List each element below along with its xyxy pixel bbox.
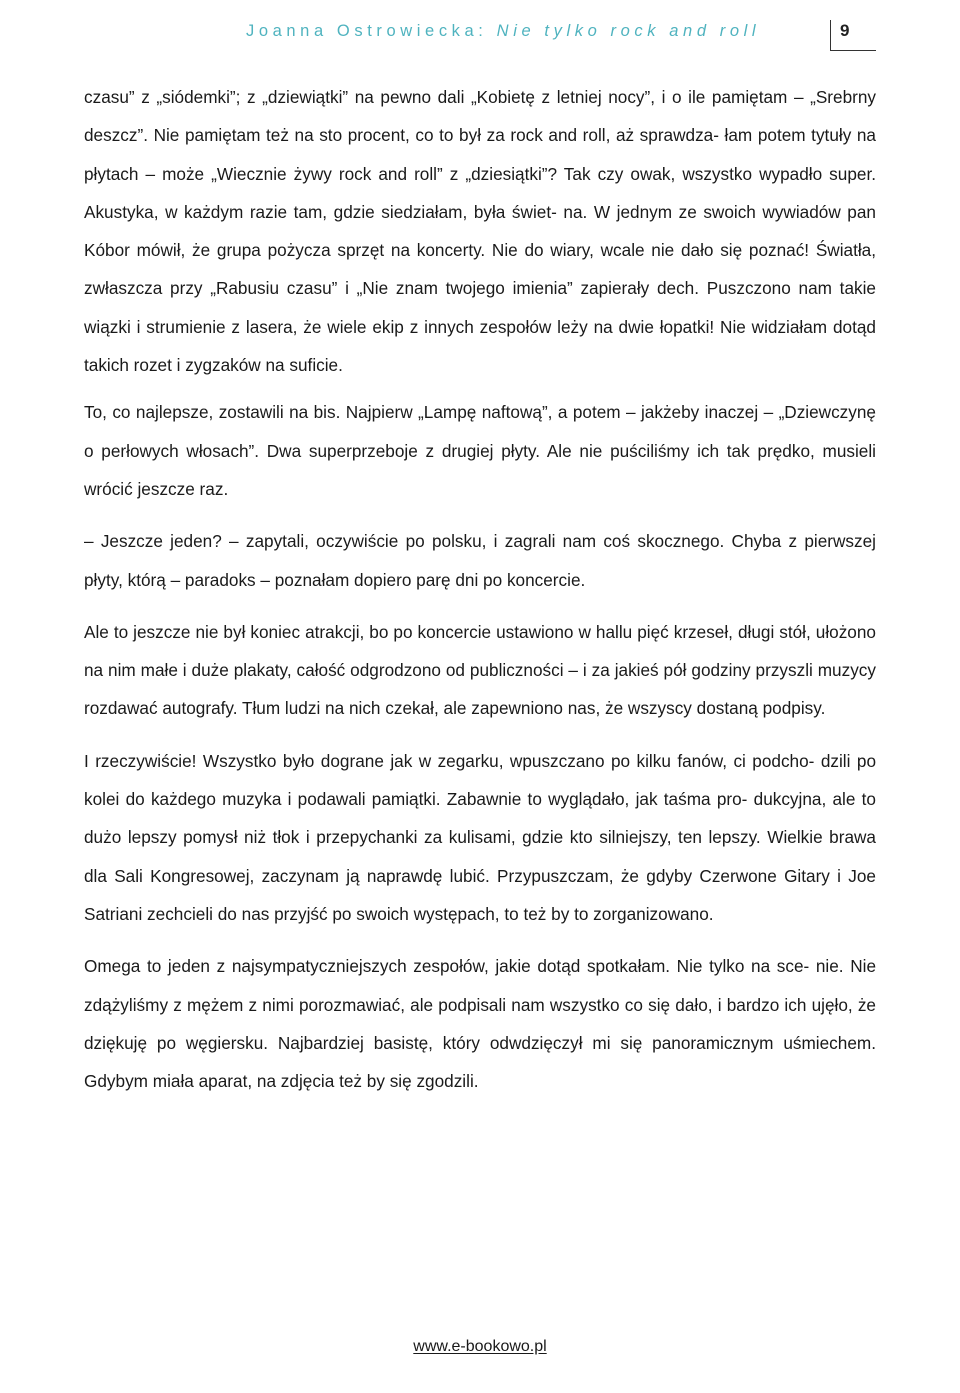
header-divider bbox=[830, 20, 831, 50]
paragraph-5: I rzeczywiście! Wszystko było dograne jak w zegarku, wpuszczano po kilku fanów, ci podcho- dzili po kolei do każdego muzyka i podawali pamiątki. Zabawnie to wyglądało, jak taśma pro- dukcyjna, ale to dużo lepszy pomysł niż tłok i przepychanki za kulisami, gdzie kto silniejszy, ten lepszy. Wielkie brawa dla Sali Kongresowej, zaczynam ją naprawdę lubić. Przypuszczam, że gdyby Czerwone Gitary i Joe Satriani zechcieli do nas przyjść po swoich występach, to też by to zorganizowano. bbox=[84, 750, 876, 924]
page-header bbox=[0, 0, 960, 70]
running-title-book: Nie tylko rock and roll bbox=[496, 22, 761, 40]
paragraph-1: czasu” z „siódemki”; z „dziewiątki” na pewno dali „Kobietę z letniej nocy”, i o ile pamiętam – „Srebrny deszcz”. Nie pamiętam też na sto procent, co to był za rock and roll, aż sprawdza- łam potem tytuły na płytach – może „Wiecznie żywy rock and roll” z „dziesiątki”? Tak czy owak, wszystko wypadło super. Akustyka, w każdym razie tam, gdzie siedziałam, była świet- na. W jednym ze swoich wywiadów pan Kóbor mówił, że grupa pożycza sprzęt na koncerty. Nie do wiary, wcale nie dało się poznać! Światła, zwłaszcza przy „Rabusiu czasu” i „Nie znam twojego imienia” zapierały dech. Puszczono nam takie wiązki i strumienie z lasera, że wiele ekip z innych zespołów leży na dwie łopatki! Nie widziałam dotąd takich rozet i zygzaków na suficie. bbox=[84, 87, 876, 376]
running-title bbox=[246, 22, 760, 41]
document-body bbox=[84, 78, 876, 1100]
page-footer bbox=[0, 1338, 960, 1356]
paragraph-4: Ale to jeszcze nie był koniec atrakcji, bo po koncercie ustawiono w hallu pięć krzeseł, długi stół, ułożono na nim małe i duże plakaty, całość odgrodzono od publiczności – i za jakieś pół godziny przyszli muzycy rozdawać autografy. Tłum ludzi na nich czekał, ale zapewniono nas, że wszyscy dostaną podpisy. bbox=[84, 621, 876, 719]
page-number: 9 bbox=[840, 21, 850, 40]
header-underline bbox=[830, 50, 876, 51]
running-title-author: Joanna Ostrowiecka: bbox=[246, 22, 497, 40]
paragraph-2: To, co najlepsze, zostawili na bis. Najpierw „Lampę naftową”, a potem – jakżeby inaczej – „Dziewczynę o perłowych włosach”. Dwa superprzeboje z drugiej płyty. Ale nie puściliśmy ich tak prędko, musieli wrócić jeszcze raz. bbox=[84, 402, 876, 499]
paragraph-3: – Jeszcze jeden? – zapytali, oczywiście po polsku, i zagrali nam coś skocznego. Chyba z pierwszej płyty, którą – paradoks – poznałam dopiero parę dni po koncercie. bbox=[84, 531, 876, 590]
footer-link[interactable]: www.e-bookowo.pl bbox=[413, 1338, 547, 1355]
paragraph-6: Omega to jeden z najsympatyczniejszych zespołów, jakie dotąd spotkałam. Nie tylko na sce- nie. Nie zdążyliśmy z mężem z nimi porozmawiać, ale podpisali nam wszystko co się dało, i bardzo ich ujęło, że dziękuję po węgiersku. Najbardziej basistę, który odwdzięczył mi się panoramicznym uśmiechem. Gdybym miała aparat, na zdjęcia też by się zgodzili. bbox=[84, 956, 876, 1092]
